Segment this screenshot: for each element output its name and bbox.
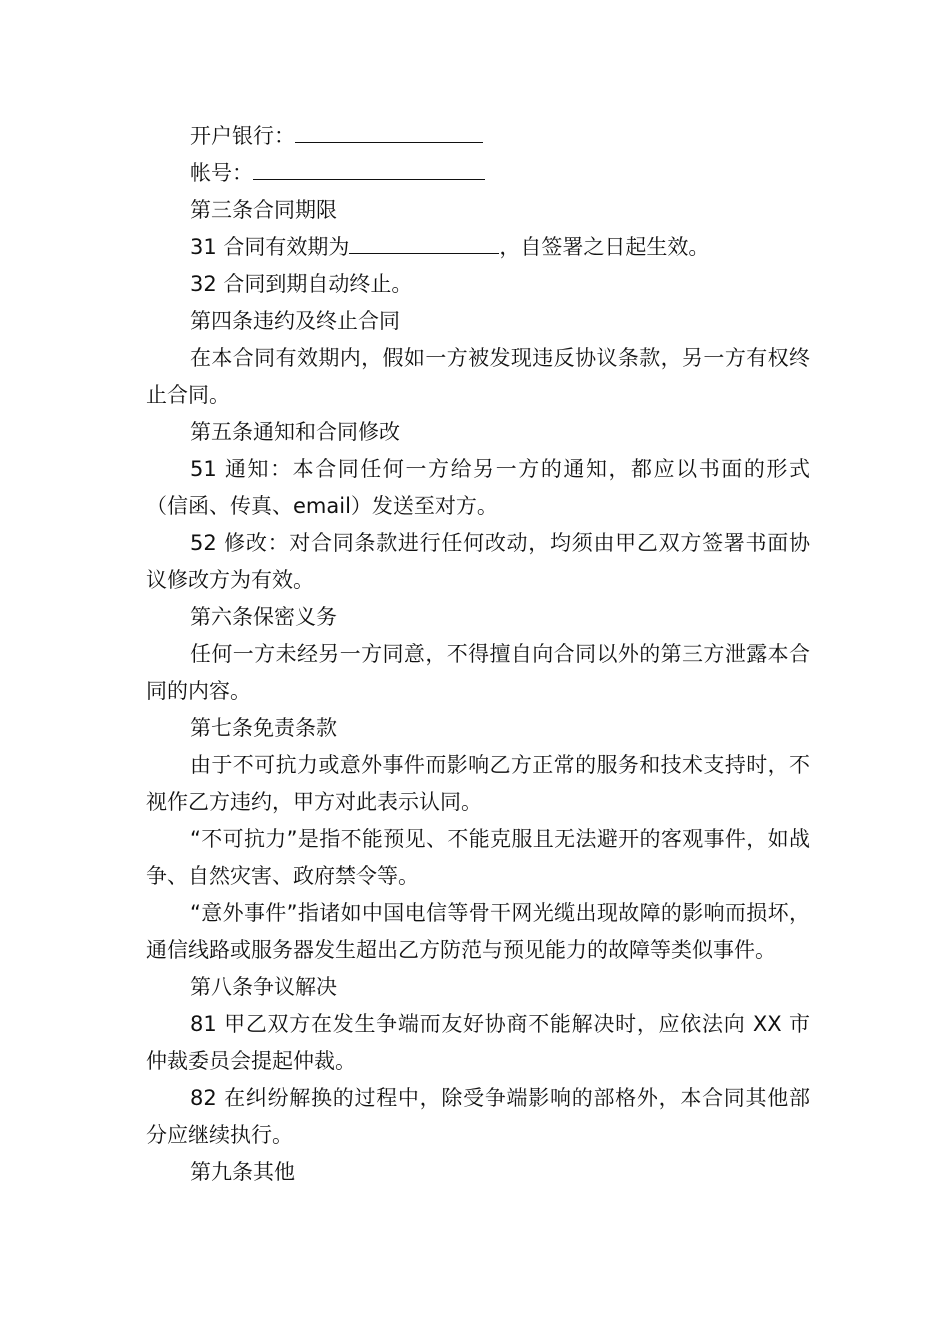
article7-heading: 第七条免责条款 xyxy=(190,716,337,740)
article8-item2: 82 在纠纷解换的过程中，除受争端影响的部格外，本合同其他部分应继续执行。 xyxy=(146,1086,810,1147)
article3-item2: 32 合同到期自动终止。 xyxy=(190,272,413,296)
article7-text1: 由于不可抗力或意外事件而影响乙方正常的服务和技术支持时，不视作乙方违约，甲方对此表示认同。 xyxy=(146,753,810,814)
term-blank xyxy=(349,235,499,254)
article5-item2: 52 修改：对合同条款进行任何改动，均须由甲乙双方签署书面协议修改方为有效。 xyxy=(146,531,810,592)
article8-heading: 第八条争议解决 xyxy=(190,975,337,999)
account-blank xyxy=(253,161,485,180)
article3-item1 xyxy=(146,229,810,266)
article4-heading: 第四条违约及终止合同 xyxy=(190,309,400,333)
article3-item1-prefix: 31 合同有效期为 xyxy=(190,235,350,259)
article8-item1: 81 甲乙双方在发生争端而友好协商不能解决时，应依法向 XX 市仲裁委员会提起仲裁。 xyxy=(146,1012,810,1073)
bank-line xyxy=(146,118,810,155)
bank-label: 开户银行： xyxy=(190,124,295,148)
article7-text3: “意外事件”指诸如中国电信等骨干网光缆出现故障的影响而损坏，通信线路或服务器发生超出乙方防范与预见能力的故障等类似事件。 xyxy=(146,901,810,962)
article9-heading: 第九条其他 xyxy=(190,1160,295,1184)
article3-item1-suffix: ，自签署之日起生效。 xyxy=(499,235,710,259)
bank-blank xyxy=(295,124,483,143)
article5-heading: 第五条通知和合同修改 xyxy=(190,420,400,444)
article6-heading: 第六条保密义务 xyxy=(190,605,337,629)
article6-text: 任何一方未经另一方同意，不得擅自向合同以外的第三方泄露本合同的内容。 xyxy=(146,642,810,703)
account-label: 帐号： xyxy=(190,161,253,185)
article4-text: 在本合同有效期内，假如一方被发现违反协议条款，另一方有权终止合同。 xyxy=(146,346,810,407)
contract-body xyxy=(146,118,810,1191)
article3-heading: 第三条合同期限 xyxy=(190,198,337,222)
article5-item1: 51 通知：本合同任何一方给另一方的通知，都应以书面的形式（信函、传真、email）发送至对方。 xyxy=(146,457,810,518)
article7-text2: “不可抗力”是指不能预见、不能克服且无法避开的客观事件，如战争、自然灾害、政府禁令等。 xyxy=(146,827,810,888)
account-line xyxy=(146,155,810,192)
